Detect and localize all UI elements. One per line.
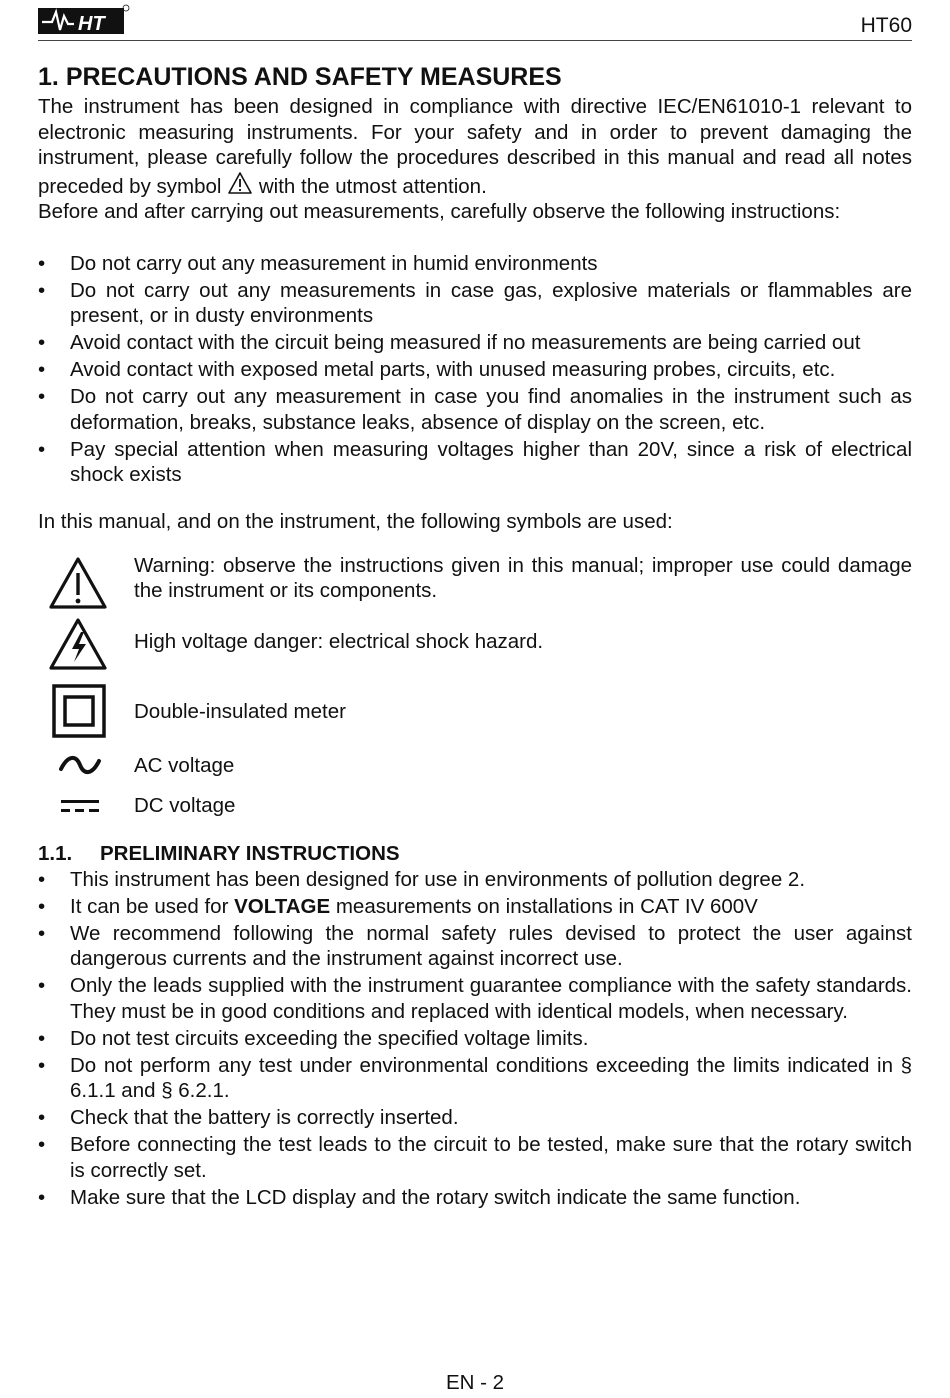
page-number: EN - 2 [445, 1371, 505, 1394]
safety-bullet-list [38, 251, 912, 488]
subsection-heading [38, 841, 912, 866]
symbols-intro: In this manual, and on the instrument, the following symbols are used: [38, 510, 673, 533]
intro-text-tail: with the utmost attention. [258, 174, 487, 198]
list-item: • This instrument has been designed for use in environments of pollution degree 2. [38, 867, 912, 893]
list-item: • Do not perform any test under environmental conditions exceeding the limits indicated in § 6.1.1 and § 6.2.1. [38, 1053, 912, 1104]
intro-paragraph [38, 94, 912, 199]
list-item: • Avoid contact with exposed metal parts, with unused measuring probes, circuits, etc. [38, 357, 912, 383]
double-insulation-icon [52, 684, 106, 738]
subsection-title: PRELIMINARY INSTRUCTIONS [100, 841, 400, 865]
subsection-number: 1.1. [38, 841, 73, 865]
ac-voltage-icon [58, 753, 102, 777]
symbol-text: DC voltage [134, 793, 236, 817]
model-name: HT60 [860, 14, 912, 37]
list-item: • Do not carry out any measurements in case gas, explosive materials or flammables are present, or in dusty environments [38, 278, 912, 329]
intro-text: The instrument has been designed in compliance with directive IEC/EN61010-1 relevant to electronic measuring instruments. For your safety and in order to prevent damaging the instrument, please carefully follow the procedures described in this manual and read all notes preceded by symbol [38, 95, 912, 198]
symbol-text: Double-insulated meter [134, 699, 346, 723]
list-item: • Make sure that the LCD display and the rotary switch indicate the same function. [38, 1185, 912, 1211]
list-item: • Avoid contact with the circuit being measured if no measurements are being carried out [38, 330, 912, 356]
symbol-text: High voltage danger: electrical shock hazard. [134, 629, 544, 653]
list-item-emphasis: VOLTAGE [234, 894, 331, 918]
ht-logo [38, 4, 130, 36]
warning-triangle-icon [48, 555, 108, 611]
warning-inline-icon [227, 171, 253, 195]
symbol-text: Warning: observe the instructions given in this manual; improper use could damage the instrument or its components. [134, 553, 912, 602]
list-item: • Do not carry out any measurement in humid environments [38, 251, 912, 277]
list-item: • Do not carry out any measurement in case you find anomalies in the instrument such as deformation, breaks, substance leaks, absence of display on the screen, etc. [38, 384, 912, 435]
list-item: • Only the leads supplied with the instrument guarantee compliance with the safety standards. They must be in good conditions and replaced with identical models, when necessary. [38, 973, 912, 1024]
list-item: • We recommend following the normal safety rules devised to protect the user against dangerous currents and the instrument against incorrect use. [38, 921, 912, 972]
preliminary-bullet-list [38, 867, 912, 1211]
list-item: • Check that the battery is correctly inserted. [38, 1105, 912, 1131]
header-divider [38, 40, 912, 41]
list-item-text: It can be used for [70, 894, 229, 918]
symbol-text: AC voltage [134, 753, 235, 777]
symbols-legend [38, 543, 912, 833]
list-item: • Do not test circuits exceeding the specified voltage limits. [38, 1026, 912, 1052]
list-item [38, 894, 912, 920]
logo-text: HT [78, 13, 105, 35]
section-heading [38, 62, 912, 92]
dc-voltage-icon [60, 796, 100, 816]
list-item: • Before connecting the test leads to the circuit to be tested, make sure that the rotary switch is correctly set. [38, 1132, 912, 1183]
list-item: • Pay special attention when measuring voltages higher than 20V, since a risk of electrical shock exists [38, 437, 912, 488]
section-title: PRECAUTIONS AND SAFETY MEASURES [65, 63, 562, 91]
high-voltage-icon [48, 616, 108, 672]
section-number: 1. [38, 63, 59, 91]
list-item-text: measurements on installations in CAT IV 600V [335, 894, 758, 918]
page-content [38, 62, 912, 1212]
intro-line-2: Before and after carrying out measurements, carefully observe the following instructions: [38, 200, 841, 223]
